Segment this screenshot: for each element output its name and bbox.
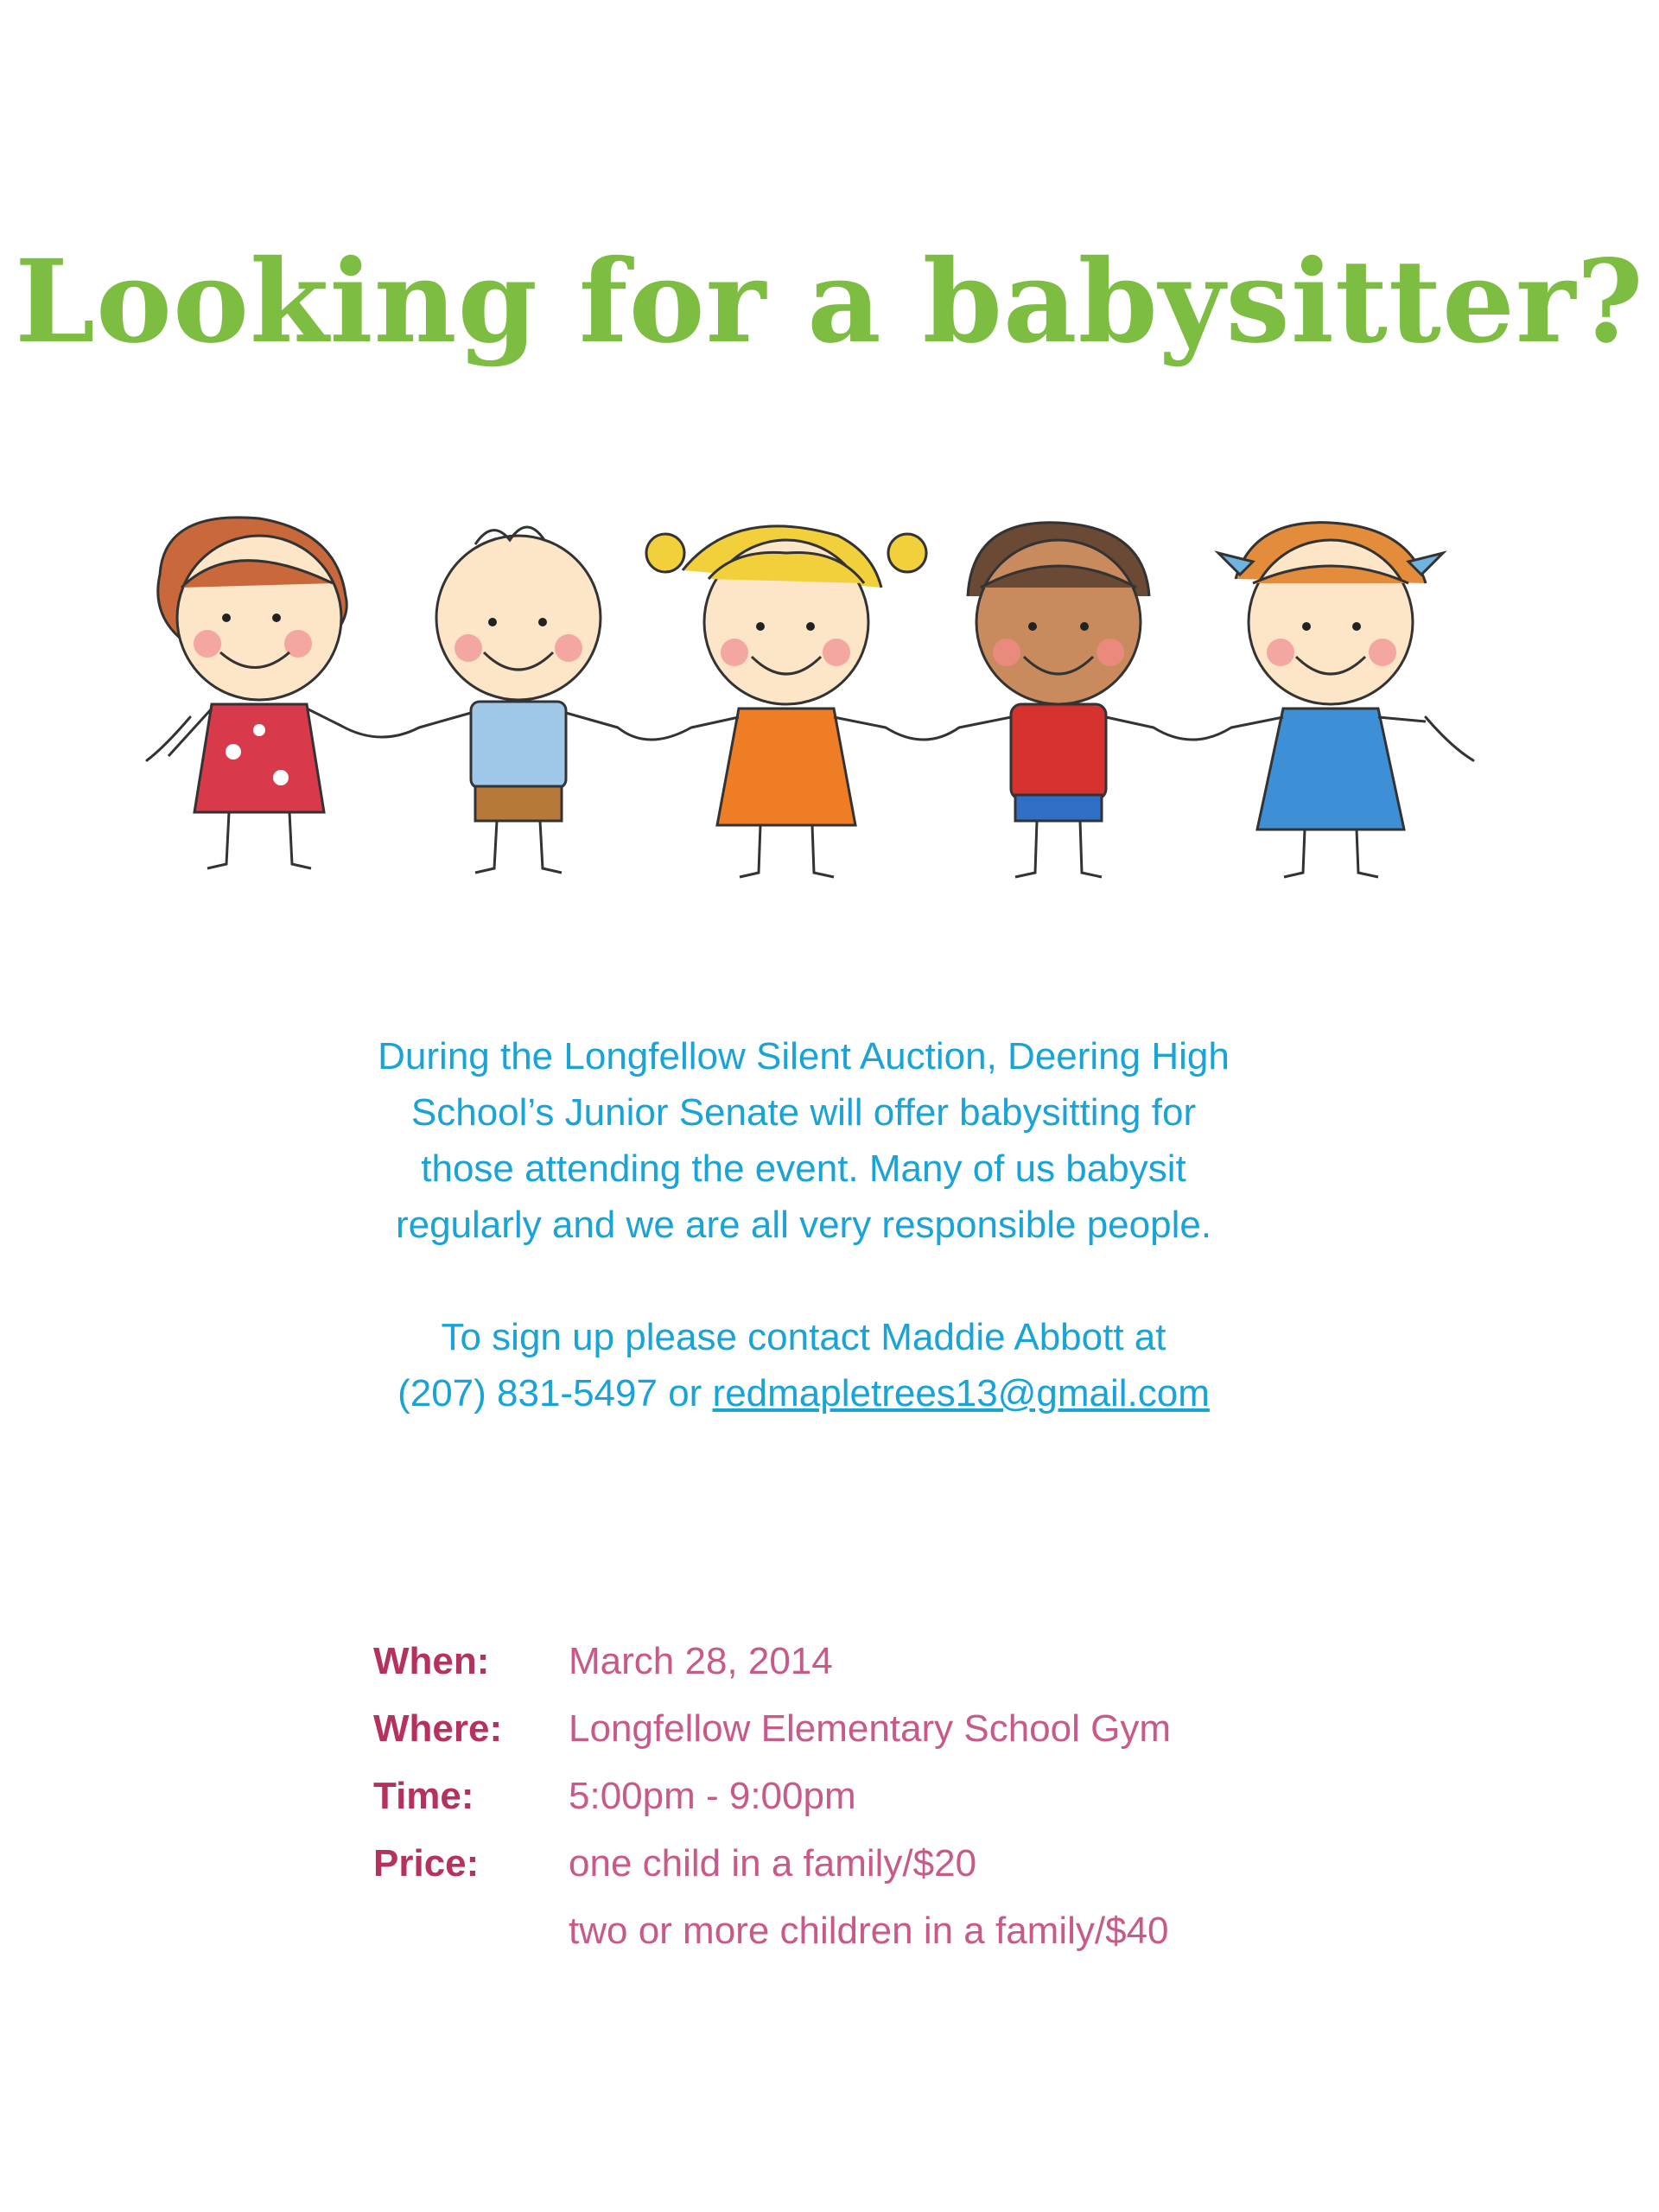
time-label: Time: [373,1775,474,1817]
intro-text [225,1028,1382,1421]
intro-line-1: During the Longfellow Silent Auction, Deering High [378,1035,1230,1077]
price-row-continued [373,1897,1410,1965]
children-illustration [130,501,1495,899]
where-label: Where: [373,1707,503,1750]
intro-line-3: those attending the event. Many of us babysit [421,1147,1186,1190]
event-details [373,1628,1410,1965]
contact-line-2 [225,1365,1382,1421]
when-label: When: [373,1640,490,1682]
contact-email-link[interactable]: redmapletrees13@gmail.com [712,1372,1210,1414]
child-5-girl-blue-dress [1218,523,1443,877]
child-3-girl-orange-dress [646,526,926,877]
when-value: March 28, 2014 [569,1640,833,1682]
contact-line-1: To sign up please contact Maddie Abbott at [441,1316,1166,1358]
child-2-boy-blue-shirt [419,527,618,873]
where-row [373,1695,1410,1763]
price-value-1: one child in a family/$20 [569,1842,977,1885]
when-row [373,1628,1410,1695]
price-value-2: two or more children in a family/$40 [569,1910,1169,1952]
price-row [373,1830,1410,1897]
where-value: Longfellow Elementary School Gym [569,1707,1171,1750]
price-label: Price: [373,1842,480,1885]
flyer-title: Looking for a babysitter? [15,235,1644,369]
child-4-boy-red-shirt [959,523,1154,877]
contact-phone: (207) 831-5497 or [397,1372,713,1414]
child-1-girl-red-dress [158,518,346,868]
time-row [373,1763,1410,1830]
intro-line-2: School’s Junior Senate will offer babysitting for [410,1091,1197,1134]
intro-line-4: regularly and we are all very responsible people. [395,1204,1212,1246]
time-value: 5:00pm - 9:00pm [569,1775,856,1817]
